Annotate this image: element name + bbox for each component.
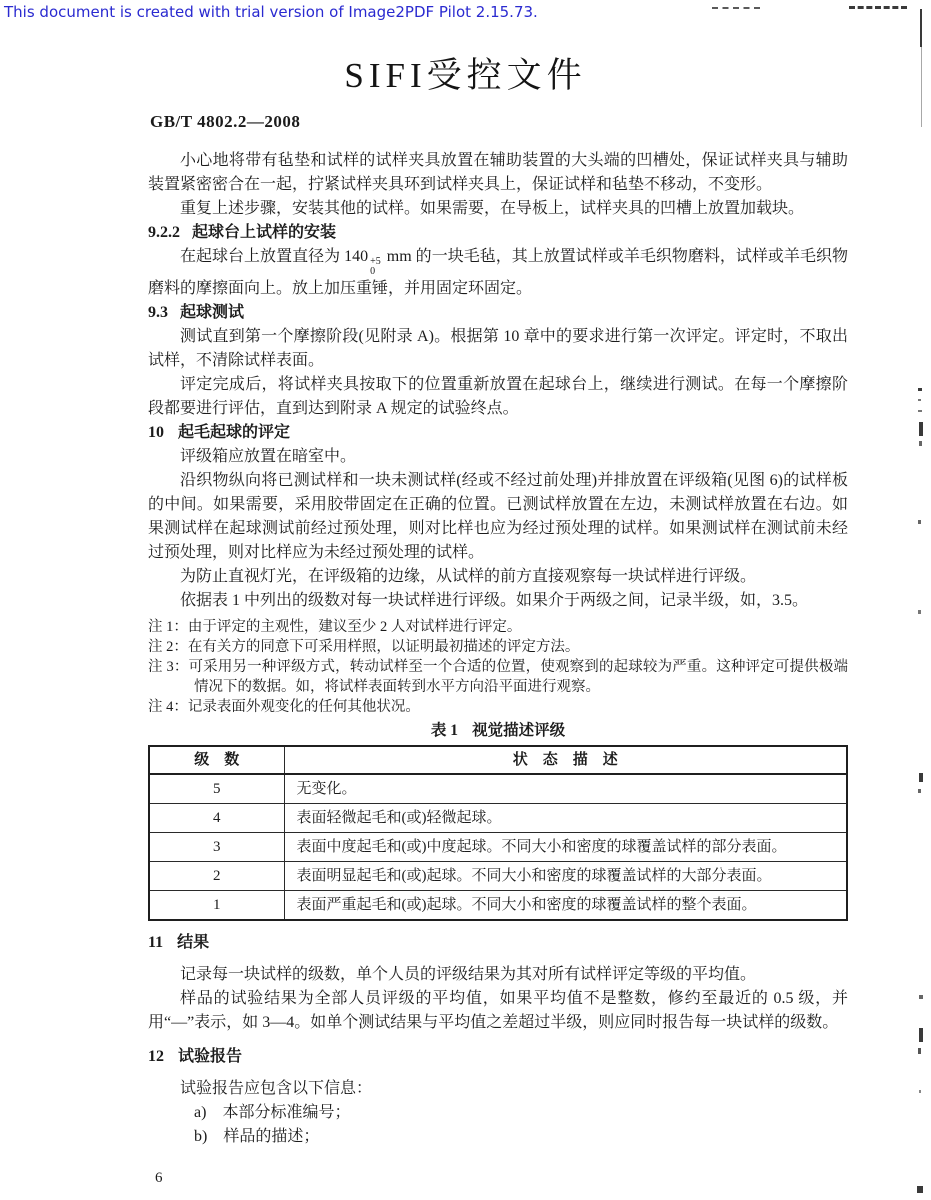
section-title: 起球台上试样的安装 — [192, 224, 337, 241]
paragraph-viewing: 为防止直视灯光，在评级箱的边缘，从试样的前方直接观察每一块试样进行评级。 — [180, 568, 757, 585]
list-marker: b) — [194, 1128, 208, 1145]
paragraph-felt-pad: 在起球台上放置直径为 140 +5 0 mm 的一块毛毡，其上放置试样或羊毛织物磨料，试样或羊毛织物磨料的摩擦面向上。放上加压重锤，并用固定环固定。 — [148, 248, 848, 297]
note-2: 注 2：在有关方的同意下可采用样照，以证明最初描述的评定方法。 — [148, 639, 580, 655]
scan-artifact — [919, 1028, 923, 1042]
section-number: 9.2.2 — [148, 224, 180, 241]
trial-watermark: This document is created with trial version of Image2PDF Pilot 2.15.73. — [4, 3, 538, 21]
table-row — [149, 891, 847, 921]
section-number: 11 — [148, 934, 164, 951]
grade-cell: 1 — [149, 891, 284, 921]
section-heading-10 — [148, 421, 848, 445]
scan-artifact — [918, 388, 922, 391]
scan-artifact — [849, 6, 907, 9]
section-title: 起毛起球的评定 — [178, 424, 291, 441]
notes-block — [148, 617, 848, 717]
section-title: 试验报告 — [178, 1048, 243, 1065]
table-row — [149, 862, 847, 891]
report-item-a — [148, 1101, 848, 1125]
grade-cell: 5 — [149, 774, 284, 804]
scan-artifact — [919, 773, 923, 782]
description-cell: 表面中度起毛和(或)中度起球。不同大小和密度的球覆盖试样的部分表面。 — [284, 833, 847, 862]
section-heading-11 — [148, 931, 848, 955]
table-caption — [148, 721, 848, 741]
standard-number: GB/T 4802.2—2008 — [150, 112, 301, 131]
scan-artifact — [919, 1090, 921, 1093]
list-text: 样品的描述； — [223, 1128, 320, 1145]
table-caption-label: 表 1 — [430, 722, 459, 739]
paragraph-repeat-steps: 重复上述步骤，安装其他的试样。如果需要，在导板上，试样夹具的凹槽上放置加载块。 — [180, 200, 805, 217]
description-cell: 表面明显起毛和(或)起球。不同大小和密度的球覆盖试样的大部分表面。 — [284, 862, 847, 891]
paragraph-continue-test: 评定完成后，将试样夹具按取下的位置重新放置在起球台上，继续进行测试。在每一个摩擦阶段都要进行评估，直到达到附录 A 规定的试验终点。 — [148, 376, 848, 417]
scan-artifact — [919, 441, 922, 446]
report-item-b — [148, 1125, 848, 1149]
scan-artifact — [918, 520, 921, 524]
scan-artifact — [920, 9, 922, 47]
paragraph-grading: 依据表 1 中列出的级数对每一块试样进行评级。如果介于两级之间，记录半级，如，3.5。 — [180, 592, 809, 609]
list-text: 本部分标准编号； — [222, 1104, 351, 1121]
column-header-description: 状 态 描 述 — [284, 746, 847, 774]
scan-artifact — [918, 399, 921, 401]
paragraph-report-intro: 试验报告应包含以下信息： — [180, 1080, 373, 1097]
section-title: 起球测试 — [180, 304, 245, 321]
section-heading-9-3 — [148, 301, 848, 325]
scan-artifact — [917, 1186, 923, 1193]
report-items-list — [148, 1101, 848, 1149]
grade-cell: 3 — [149, 833, 284, 862]
scan-artifact — [919, 995, 923, 999]
section-number: 9.3 — [148, 304, 168, 321]
scan-artifact — [712, 7, 760, 9]
table-header-row — [149, 746, 847, 774]
description-cell: 表面轻微起毛和(或)轻微起球。 — [284, 804, 847, 833]
grade-cell: 2 — [149, 862, 284, 891]
scan-artifact — [918, 410, 922, 412]
scan-artifact — [918, 610, 921, 614]
page-title: SIFI受控文件 — [344, 56, 587, 95]
table-caption-title: 视觉描述评级 — [472, 722, 566, 739]
scan-artifact — [919, 422, 923, 436]
note-3: 注 3：可采用另一种评级方式，转动试样至一个合适的位置，使观察到的起球较为严重。这种评定可提供极端情况下的数据。如，将试样表面转到水平方向沿平面进行观察。 — [148, 659, 848, 695]
paragraph-specimen-placement: 沿织物纵向将已测试样和一块未测试样(经或不经过前处理)并排放置在评级箱(见图 6)的试样板的中间。如果需要，采用胶带固定在正确的位置。已测试样放置在左边，未测试样放置在右边。如果测试样在起球测试前经过预处理，则对比样也应为经过预处理的试样。如果测试样在测试前未经过预处理，则对比样应为未经过预处理的试样。 — [148, 472, 848, 561]
description-cell: 无变化。 — [284, 774, 847, 804]
note-4: 注 4：记录表面外观变化的任何其他状况。 — [148, 699, 420, 715]
list-marker: a) — [194, 1104, 207, 1121]
note-1: 注 1：由于评定的主观性，建议至少 2 人对试样进行评定。 — [148, 619, 522, 635]
scan-artifact — [918, 1048, 921, 1054]
section-heading-9-2-2 — [148, 221, 848, 245]
section-heading-12 — [148, 1045, 848, 1069]
table-row — [149, 774, 847, 804]
document-body — [148, 149, 848, 1149]
rating-table — [148, 745, 848, 921]
paragraph-average-result: 样品的试验结果为全部人员评级的平均值，如果平均值不是整数，修约至最近的 0.5 级，并用“—”表示，如 3—4。如单个测试结果与平均值之差超过半级，则应同时报告每一块试样的级数。 — [148, 990, 848, 1031]
column-header-grade: 级 数 — [149, 746, 284, 774]
grade-cell: 4 — [149, 804, 284, 833]
description-cell: 表面严重起毛和(或)起球。不同大小和密度的球覆盖试样的整个表面。 — [284, 891, 847, 921]
table-row — [149, 833, 847, 862]
tolerance-notation: +5 0 — [370, 256, 381, 277]
section-number: 12 — [148, 1048, 164, 1065]
scan-artifact — [918, 789, 921, 793]
table-row — [149, 804, 847, 833]
paragraph-clamp-mounting: 小心地将带有毡垫和试样的试样夹具放置在辅助装置的大头端的凹槽处，保证试样夹具与辅助装置紧密密合在一起，拧紧试样夹具环到试样夹具上，保证试样和毡垫不移动，不变形。 — [148, 152, 848, 193]
paragraph-test-until-stage: 测试直到第一个摩擦阶段(见附录 A)。根据第 10 章中的要求进行第一次评定。评定时，不取出试样，不清除试样表面。 — [148, 328, 848, 369]
section-number: 10 — [148, 424, 164, 441]
paragraph-darkroom: 评级箱应放置在暗室中。 — [180, 448, 357, 465]
page-number: 6 — [155, 1170, 163, 1186]
paragraph-record-grades: 记录每一块试样的级数，单个人员的评级结果为其对所有试样评定等级的平均值。 — [180, 966, 757, 983]
section-title: 结果 — [177, 934, 210, 951]
